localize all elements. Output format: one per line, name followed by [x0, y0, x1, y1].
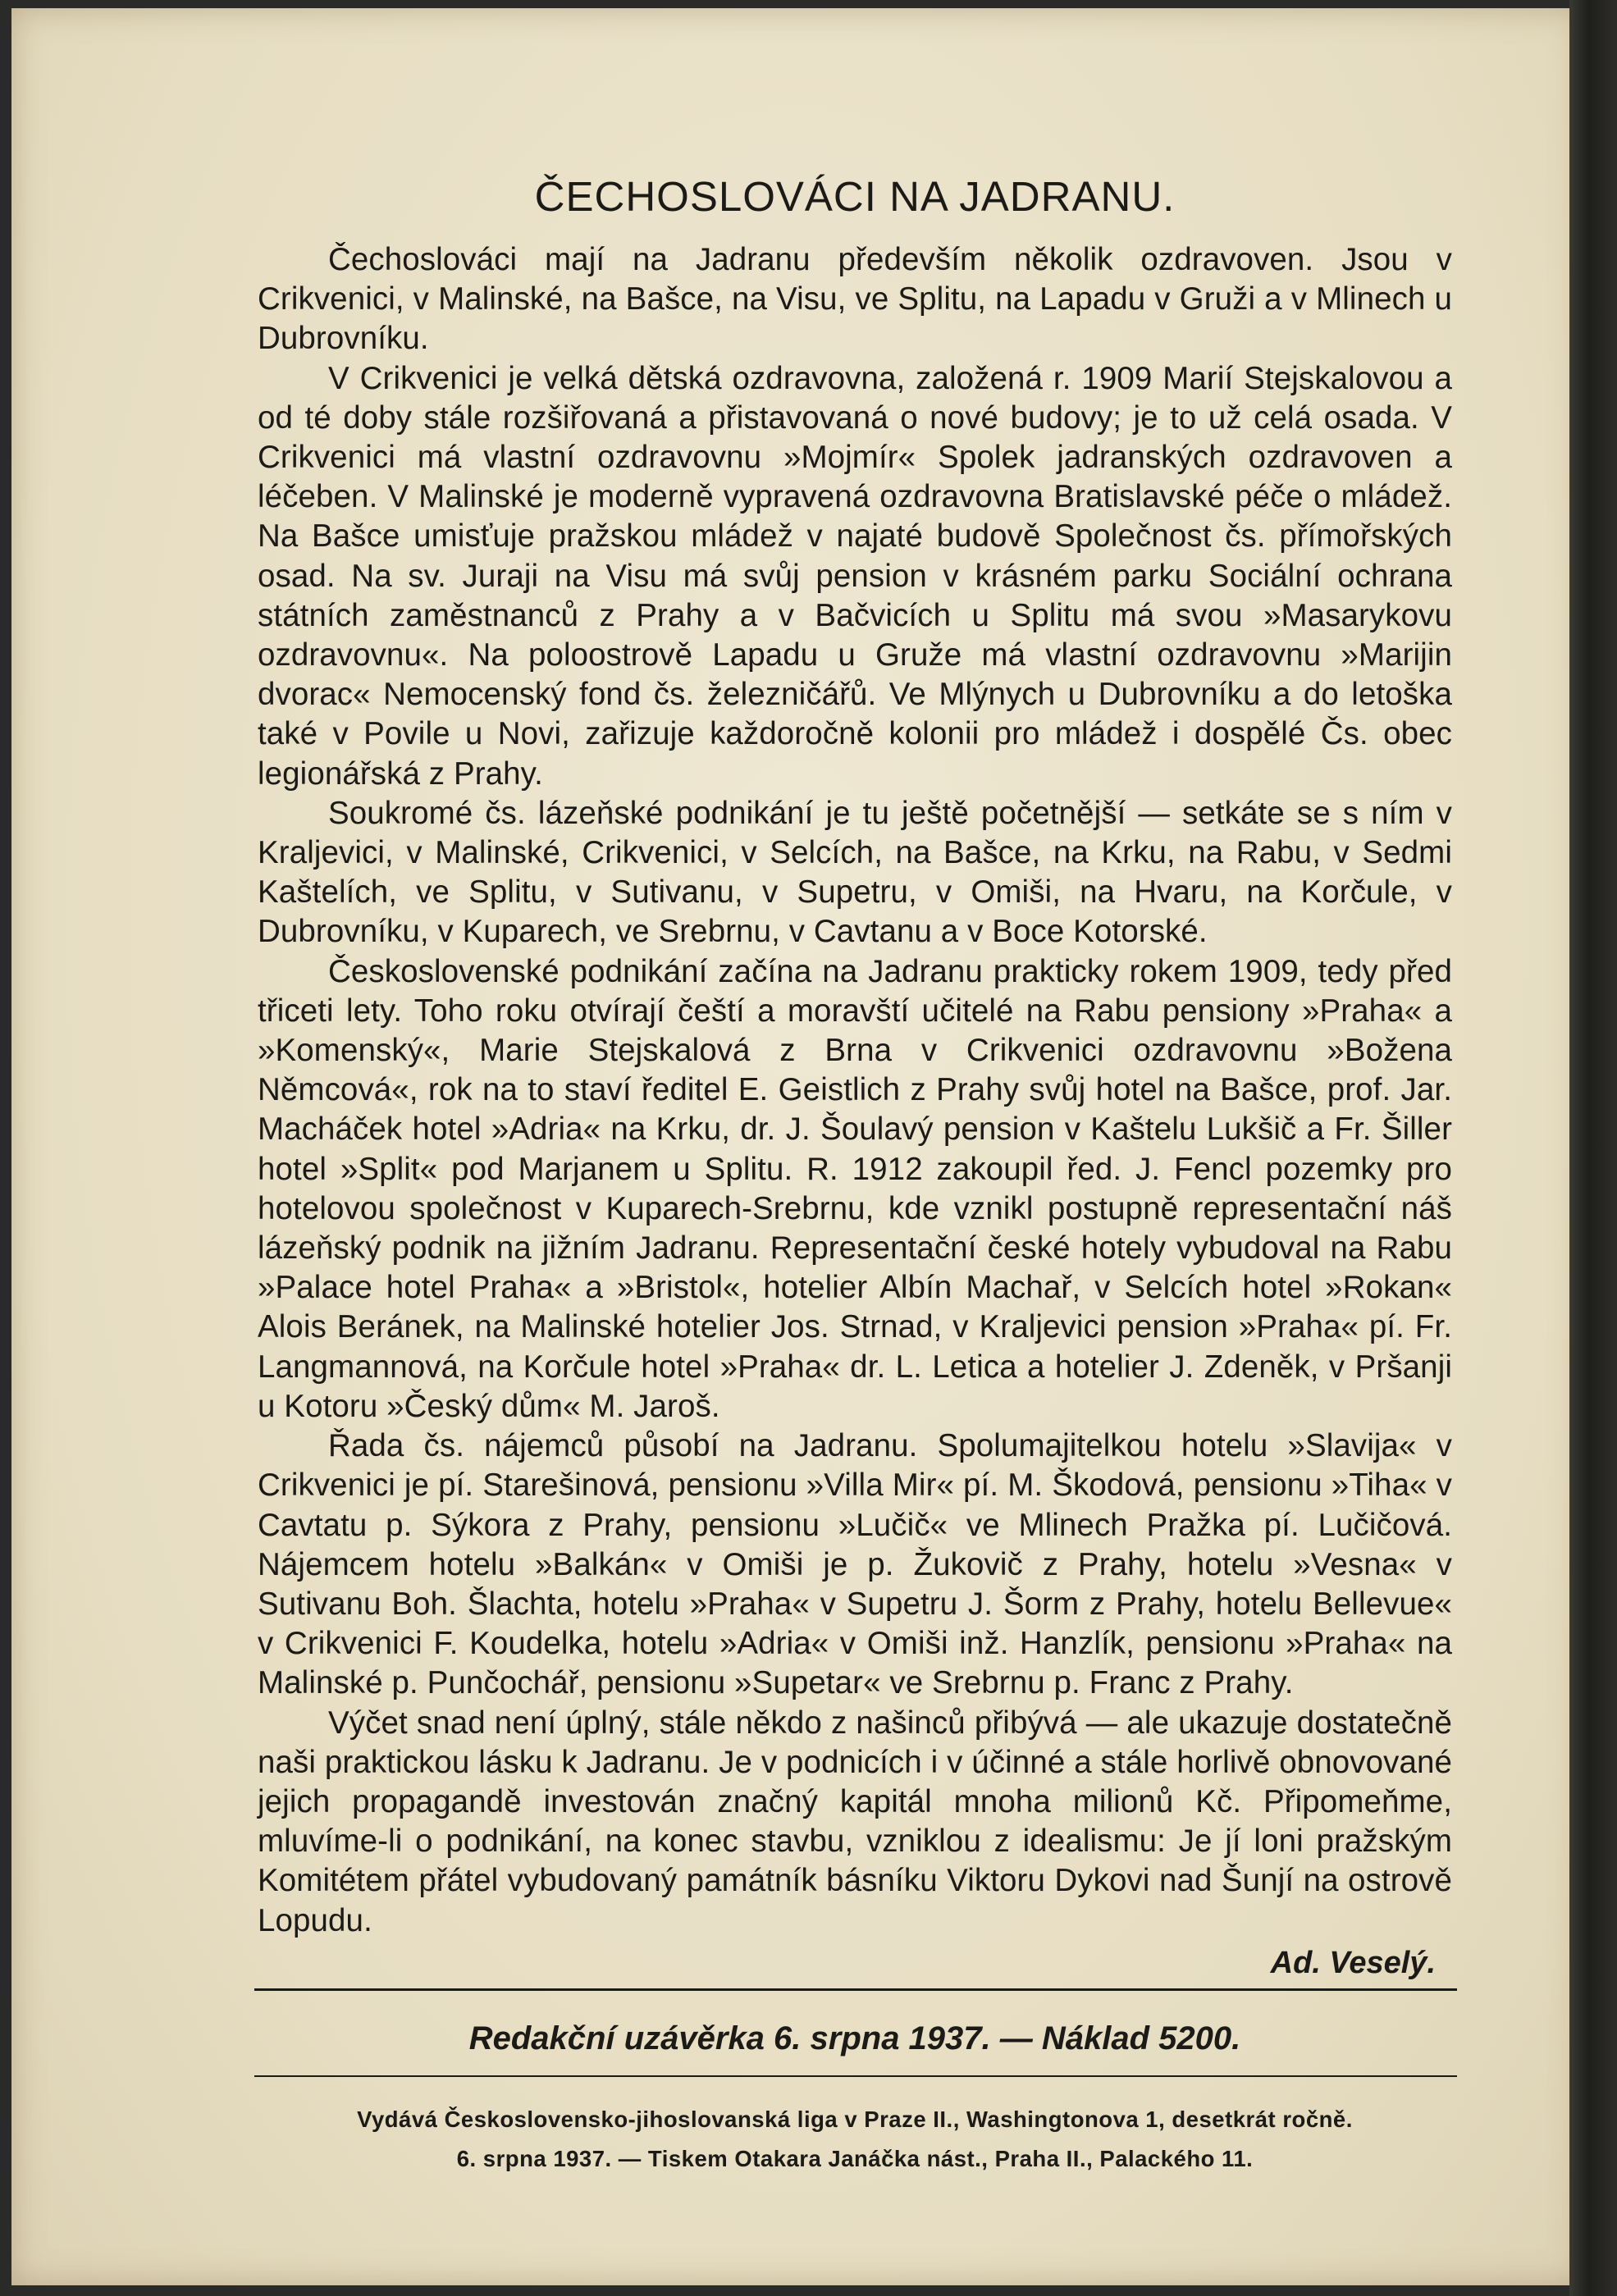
article [258, 172, 1452, 2179]
editorial-deadline-note: Redakční uzávěrka 6. srpna 1937. — Náklad 5200. [468, 2020, 1241, 2056]
paragraph-5: Řada čs. nájemců působí na Jadranu. Spolumajitelkou hotelu »Slavija« v Crikvenici je pí. Starešinová, pensionu »Villa Mir« pí. M. Škodová, pensionu »Tiha« v Cavtatu p. Sýkora z Prahy, pensionu »Lučič« ve Mlinech Pražka pí. Lučičová. Nájemcem hotelu »Balkán« v Omiši je p. Žukovič z Prahy, hotelu »Vesna« v Sutivanu Boh. Šlachta, hotelu »Praha« v Supetru J. Šorm z Prahy, hotelu Bellevue« v Crikvenici F. Koudelka, hotelu »Adria« v Omiši inž. Hanzlík, pensionu »Praha« na Malinské p. Punčochář, pensionu »Supetar« ve Srebrnu p. Franc z Prahy. [258, 1428, 1452, 1701]
paragraph-4: Československé podnikání začína na Jadranu prakticky rokem 1909, tedy před třiceti lety. Toho roku otvírají čeští a moravští učitelé na Rabu pensiony »Praha« a »Komenský«, Marie Stejskalová z Brna v Crikvenici ozdravovnu »Božena Němcová«, rok na to staví ředitel E. Geistlich z Prahy svůj hotel na Bašce, prof. Jar. Macháček hotel »Adria« na Krku, dr. J. Šoulavý pension v Kaštelu Lukšič a Fr. Šiller hotel »Split« pod Marjanem u Splitu. R. 1912 zakoupil řed. J. Fencl pozemky pro hotelovou společnost v Kuparech-Srebrnu, kde vznikl postupně representační náš lázeňský podnik na jižním Jadranu. Representační české hotely vybudoval na Rabu »Palace hotel Praha« a »Bristol«, hotelier Albín Machař, v Selcích hotel »Rokan« Alois Beránek, na Malinské hotelier Jos. Strnad, v Kraljevici pension »Praha« pí. Fr. Langmannová, na Korčule hotel »Praha« dr. L. Letica a hotelier J. Zdeněk, v Pršanji u Kotoru »Český dům« M. Jaroš. [258, 953, 1452, 1424]
paragraph-6: Výčet snad není úplný, stále někdo z našinců přibývá — ale ukazuje dostatečně naši praktickou lásku k Jadranu. Je v podnicích i v účinné a stále horlivě obnovované jejich propagandě investován značný kapitál mnoha milionů Kč. Připomeňme, mluvíme-li o podnikání, na konec stavbu, vzniklou z idealismu: Je jí loni pražským Komitétem přátel vybudovaný památník básníku Viktoru Dykovi nad Šunjí na ostrově Lopudu. [258, 1705, 1452, 1938]
paragraph-3: Soukromé čs. lázeňské podnikání je tu ještě početnější — setkáte se s ním v Kraljevici, v Malinské, Crikvenici, v Selcích, na Bašce, na Krku, na Rabu, v Sedmi Kaštelích, ve Splitu, v Sutivanu, v Supetru, v Omiši, na Hvaru, na Korčule, v Dubrovníku, v Kuparech, ve Srebrnu, v Cavtanu a v Boce Kotorské. [258, 795, 1452, 950]
divider-rule-2 [254, 2075, 1457, 2077]
publisher-imprint [258, 2100, 1452, 2179]
imprint-line-2: 6. srpna 1937. — Tiskem Otakara Janáčka nást., Praha II., Palackého 11. [456, 2145, 1254, 2171]
binding-edge [1569, 0, 1617, 2296]
paragraph-1: Čechoslováci mají na Jadranu především několik ozdravoven. Jsou v Crikvenici, v Malinské, na Bašce, na Visu, ve Splitu, na Lapadu v Gruži a v Mlinech u Dubrovníku. [258, 242, 1452, 357]
article-title: ČECHOSLOVÁCI NA JADRANU. [534, 173, 1176, 220]
paragraph-2: V Crikvenici je velká dětská ozdravovna, založená r. 1909 Marií Stejskalovou a od té doby stále rozšiřovaná a přistavovaná o nové budovy; je to už celá osada. V Crikvenici má vlastní ozdravovnu »Mojmír« Spolek jadranských ozdravoven a léčeben. V Malinské je moderně vypravená ozdravovna Bratislavské péče o mládež. Na Bašce umisťuje pražskou mládež v najaté budově Společnost čs. přímořských osad. Na sv. Juraji na Visu má svůj pension v krásném parku Sociální ochrana státních zaměstnanců z Prahy a v Bačvicích u Splitu má svou »Masarykovu ozdravovnu«. Na poloostrově Lapadu u Gruže má vlastní ozdravovnu »Marijin dvorac« Nemocenský fond čs. železničářů. Ve Mlýnych u Dubrovníku a do letoška také v Povile u Novi, zařizuje každoročně kolonii pro mládež i dospělé Čs. obec legionářská z Prahy. [258, 360, 1452, 792]
imprint-line-1: Vydává Československo-jihoslovanská liga v Praze II., Washingtonova 1, desetkrát ročně. [357, 2106, 1353, 2132]
page-sheet [11, 8, 1583, 2285]
divider-rule [254, 1988, 1457, 1991]
author-signature: Ad. Veselý. [1270, 1945, 1436, 1980]
